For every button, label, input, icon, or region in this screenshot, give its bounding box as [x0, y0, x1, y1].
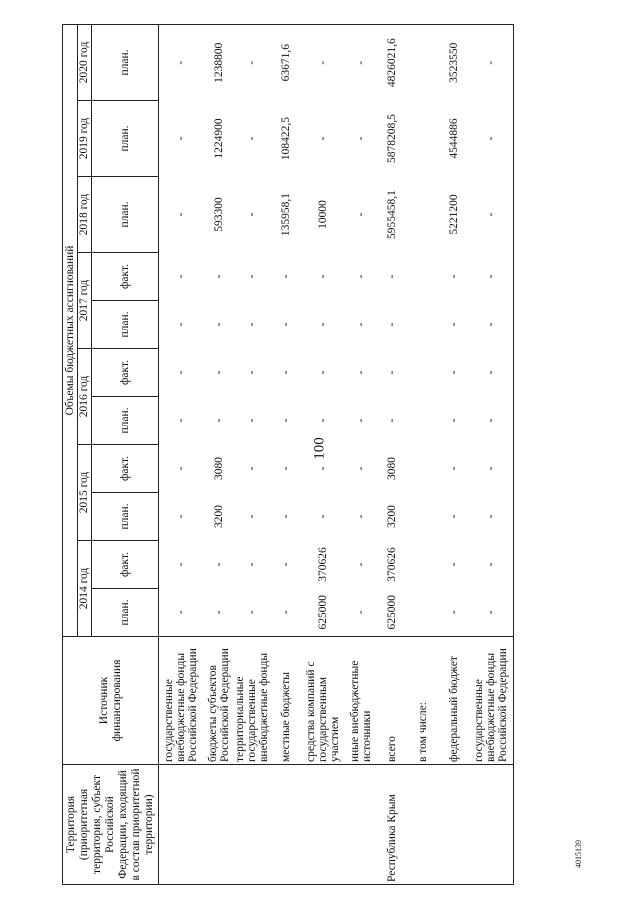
value-cell — [407, 589, 438, 637]
source-cell: всего — [376, 637, 407, 765]
fact-header: факт. — [92, 445, 159, 493]
territory-cell — [159, 765, 204, 885]
value-cell: - — [469, 445, 514, 493]
value-cell: - — [246, 562, 258, 567]
value-cell: 5955458,1 — [385, 190, 398, 239]
value-cell: - — [354, 274, 367, 279]
value-cell: 1238800 — [203, 24, 234, 100]
value-cell: - — [469, 101, 514, 177]
value-cell: - — [279, 562, 292, 567]
value-cell: - — [212, 274, 225, 279]
value-cell: - — [175, 562, 187, 567]
value-cell: - — [317, 418, 329, 423]
value-cell: - — [354, 136, 367, 141]
value-cell: - — [279, 322, 292, 327]
value-cell: - — [447, 370, 460, 375]
value-cell: 108422,5 — [279, 116, 292, 161]
table-row — [203, 24, 234, 884]
value-cell: - — [159, 24, 204, 100]
value-cell: - — [447, 418, 460, 423]
source-cell: средства компаний с государственным участием — [301, 637, 345, 765]
value-cell: - — [175, 212, 187, 217]
value-cell: - — [317, 136, 329, 141]
value-cell — [407, 177, 438, 253]
value-cell: - — [354, 212, 367, 217]
value-cell: - — [354, 610, 367, 615]
value-cell — [407, 101, 438, 177]
value-cell: - — [212, 418, 225, 423]
value-cell — [407, 445, 438, 493]
value-cell: - — [317, 322, 329, 327]
year-header: 2016 год — [78, 349, 92, 445]
year-header: 2020 год — [78, 24, 92, 100]
value-cell: - — [469, 301, 514, 349]
year-header: 2018 год — [78, 177, 92, 253]
value-cell: - — [175, 418, 187, 423]
value-cell: 135958,1 — [279, 192, 292, 237]
value-cell: - — [469, 589, 514, 637]
plan-header: план. — [92, 301, 159, 349]
value-cell: 370626 — [317, 547, 329, 582]
value-cell: - — [246, 136, 258, 141]
value-cell — [407, 541, 438, 589]
value-cell: - — [447, 322, 460, 327]
table-row — [301, 24, 345, 884]
value-cell: - — [385, 418, 398, 423]
source-cell: в том числе: — [407, 637, 438, 765]
fact-header: факт. — [92, 541, 159, 589]
territory-header: Территория (приоритетная территория, субъект Российской Федерации, входящий в состав приоритетной территории) — [63, 765, 159, 885]
value-cell: - — [317, 274, 329, 279]
value-cell: - — [354, 370, 367, 375]
value-cell: - — [175, 514, 187, 519]
table-row — [345, 24, 376, 884]
value-cell — [407, 24, 438, 100]
value-cell: 370626 — [385, 547, 398, 582]
value-cell: - — [317, 466, 329, 471]
value-cell: - — [234, 24, 270, 100]
value-cell: - — [469, 541, 514, 589]
value-cell: 10000 — [317, 200, 329, 229]
value-cell: - — [385, 274, 398, 279]
value-cell: - — [246, 274, 258, 279]
value-cell: - — [354, 514, 367, 519]
value-cell: - — [246, 514, 258, 519]
value-cell: - — [469, 397, 514, 445]
fact-header: факт. — [92, 349, 159, 397]
value-cell: - — [469, 177, 514, 253]
value-cell: - — [212, 370, 225, 375]
value-cell: - — [469, 24, 514, 100]
plan-header: план. — [92, 24, 159, 100]
value-cell: - — [447, 610, 460, 615]
value-cell: 3523550 — [438, 24, 469, 100]
value-cell: 4544886 — [447, 118, 460, 159]
value-cell: 4826021,6 — [376, 24, 407, 100]
value-cell: - — [279, 274, 292, 279]
year-header: 2019 год — [78, 101, 92, 177]
value-cell — [407, 253, 438, 301]
table-row — [270, 24, 301, 884]
value-cell: - — [246, 322, 258, 327]
year-header: 2015 год — [78, 445, 92, 541]
value-cell: - — [317, 514, 329, 519]
territory-cell — [301, 765, 345, 885]
table-row — [469, 24, 514, 884]
value-cell: - — [469, 493, 514, 541]
value-cell: 1224900 — [212, 118, 225, 159]
plan-header: план. — [92, 397, 159, 445]
value-cell: 3200 — [385, 505, 398, 528]
table-row — [407, 24, 438, 884]
budget-table — [62, 24, 514, 885]
territory-cell — [407, 765, 438, 885]
value-cell: 625000 — [317, 595, 329, 630]
value-cell: 5878208,5 — [385, 114, 398, 163]
value-cell: - — [279, 418, 292, 423]
value-cell: - — [354, 322, 367, 327]
value-cell: - — [212, 562, 225, 567]
value-cell: - — [279, 370, 292, 375]
territory-cell — [438, 765, 469, 885]
value-cell — [407, 349, 438, 397]
value-cell: - — [246, 466, 258, 471]
value-cell: - — [447, 514, 460, 519]
value-cell: 3200 — [212, 505, 225, 528]
value-cell: - — [212, 610, 225, 615]
value-cell: - — [447, 466, 460, 471]
year-header: 2014 год — [78, 541, 92, 637]
value-cell — [407, 397, 438, 445]
value-cell: 63671,6 — [270, 24, 301, 100]
fact-header: факт. — [92, 253, 159, 301]
value-cell — [407, 493, 438, 541]
table-header — [63, 24, 159, 884]
value-cell: - — [385, 370, 398, 375]
value-cell: - — [279, 610, 292, 615]
volumes-header: Объемы бюджетных ассигнований — [63, 24, 78, 636]
source-cell: государственные внебюджетные фонды Российской Федерации — [469, 637, 514, 765]
value-cell: - — [385, 322, 398, 327]
territory-cell — [203, 765, 234, 885]
value-cell: 593300 — [212, 197, 225, 232]
value-cell: - — [469, 349, 514, 397]
territory-cell — [234, 765, 270, 885]
source-cell: местные бюджеты — [270, 637, 301, 765]
value-cell: - — [447, 562, 460, 567]
value-cell: - — [279, 514, 292, 519]
table-row — [376, 24, 407, 884]
document-code: 4015139 — [574, 840, 583, 868]
value-cell: - — [301, 24, 345, 100]
value-cell: - — [354, 418, 367, 423]
table-row — [438, 24, 469, 884]
value-cell: - — [317, 370, 329, 375]
source-header: Источник финансирования — [63, 637, 159, 765]
source-cell: территориальные государственные внебюджетные фонды — [234, 637, 270, 765]
territory-cell — [469, 765, 514, 885]
value-cell: - — [345, 24, 376, 100]
value-cell: 3080 — [385, 457, 398, 480]
plan-header: план. — [92, 177, 159, 253]
territory-cell: Республика Крым — [376, 765, 407, 885]
value-cell: - — [246, 212, 258, 217]
value-cell: - — [175, 610, 187, 615]
value-cell: - — [354, 466, 367, 471]
value-cell: - — [175, 322, 187, 327]
value-cell: 5221200 — [447, 194, 460, 235]
territory-cell — [345, 765, 376, 885]
value-cell: 3080 — [212, 457, 225, 480]
value-cell: - — [175, 136, 187, 141]
value-cell: - — [279, 466, 292, 471]
value-cell: - — [212, 322, 225, 327]
table-row — [159, 24, 204, 884]
year-header: 2017 год — [78, 253, 92, 349]
source-cell: иные внебюджетные источники — [345, 637, 376, 765]
plan-header: план. — [92, 493, 159, 541]
value-cell: - — [246, 370, 258, 375]
rotated-page — [62, 25, 552, 885]
source-cell: бюджеты субъектов Российской Федерации — [203, 637, 234, 765]
value-cell: - — [354, 562, 367, 567]
source-cell: федеральный бюджет — [438, 637, 469, 765]
value-cell: - — [175, 466, 187, 471]
value-cell: - — [469, 253, 514, 301]
page-number: 100 — [311, 437, 328, 460]
plan-header: план. — [92, 589, 159, 637]
value-cell: 625000 — [385, 595, 398, 630]
table-body — [159, 24, 514, 884]
value-cell: - — [175, 274, 187, 279]
table-row — [234, 24, 270, 884]
source-cell: государственные внебюджетные фонды Российской Федерации — [159, 637, 204, 765]
value-cell: - — [175, 370, 187, 375]
value-cell: - — [246, 418, 258, 423]
plan-header: план. — [92, 101, 159, 177]
territory-cell — [270, 765, 301, 885]
value-cell: - — [246, 610, 258, 615]
value-cell — [407, 301, 438, 349]
value-cell: - — [447, 274, 460, 279]
